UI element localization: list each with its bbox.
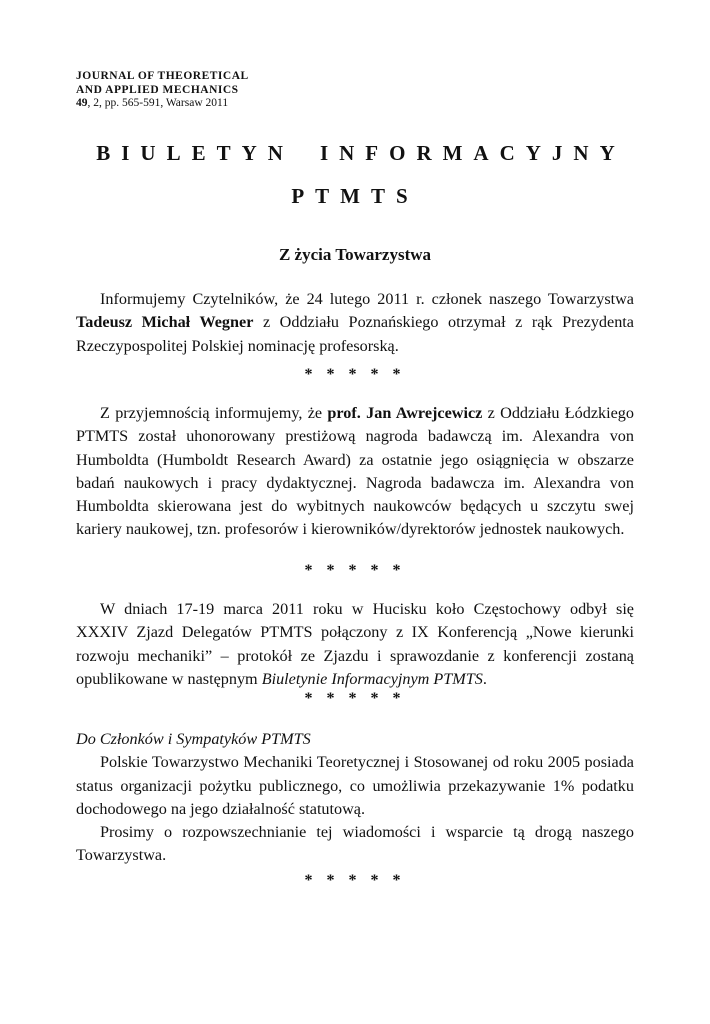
p2-text-b: z Oddziału Łódzkiego PTMTS został uhonorowany prestiżową nagroda badawczą im. Alexandra von Humboldta (Humboldt Research Award) za ostatnie jego osiągnięcia w obszarze badań naukowych i pracy dydaktycznej. Nagroda badawcza im. Alexandra von Humboldta skierowana jest do wybitnych naukowców będących u szczytu swej kariery naukowej, tzn. profesorów i kierowników/dyrektorów jednostek naukowych. — [76, 404, 634, 539]
paragraph-2 — [76, 402, 634, 542]
journal-name-line2: AND APPLIED MECHANICS — [76, 83, 239, 96]
bulletin-title-word1: BIULETYN — [96, 141, 294, 165]
p4-heading: Do Członków i Sympatyków PTMTS — [76, 730, 311, 748]
journal-details: , 2, pp. 565-591, Warsaw 2011 — [87, 97, 229, 109]
p2-text-a: Z przyjemnością informujemy, że — [100, 404, 328, 422]
p3-text-a: W dniach 17-19 marca 2011 roku w Hucisku koło Częstochowy odbył się XXXIV Zjazd Delegatów PTMTS połączony z IX Konferencją „Nowe kierunki rozwoju mechaniki” – protokół ze Zjazdu i sprawozdanie z konferencji zostaną opublikowane w następnym — [76, 600, 634, 688]
journal-volume: 49 — [76, 97, 88, 109]
separator-1: * * * * * — [304, 366, 406, 383]
paragraph-4 — [76, 728, 634, 868]
separator-4: * * * * * — [304, 872, 406, 889]
p2-person-name: prof. Jan Awrejcewicz — [327, 404, 483, 422]
p1-text-a: Informujemy Czytelników, że 24 lutego 2011 r. członek naszego Towarzystwa — [100, 290, 634, 308]
p3-italic-title: Biuletynie Informacyjnym PTMTS — [261, 669, 483, 688]
paragraph-3 — [76, 598, 634, 691]
paragraph-1 — [76, 288, 634, 358]
p1-text-b: z Oddziału Poznańskiego otrzymał z rąk Prezydenta Rzeczypospolitej Polskiej nominację profesorską. — [76, 313, 634, 355]
p4-text-1: Polskie Towarzystwo Mechaniki Teoretycznej i Stosowanej od roku 2005 posiada status organizacji pożytku publicznego, co umożliwia przekazywanie 1% podatku dochodowego na jego działalność statutową. — [76, 753, 634, 818]
p1-person-name: Tadeusz Michał Wegner — [76, 313, 254, 332]
separator-2: * * * * * — [304, 562, 406, 579]
bulletin-title-word2: INFORMACYJNY — [319, 141, 626, 165]
p4-text-2: Prosimy o rozpowszechnianie tej wiadomości i wsparcie tą drogą naszego Towarzystwa. — [76, 823, 634, 865]
journal-header — [76, 70, 249, 111]
journal-issue — [76, 97, 249, 111]
journal-name-line1: JOURNAL OF THEORETICAL — [76, 70, 249, 82]
bulletin-subtitle: PTMTS — [291, 184, 419, 208]
bulletin-title — [0, 141, 710, 166]
section-title: Z życia Towarzystwa — [278, 245, 432, 264]
separator-3: * * * * * — [304, 690, 406, 707]
p3-text-b: . — [482, 669, 487, 688]
